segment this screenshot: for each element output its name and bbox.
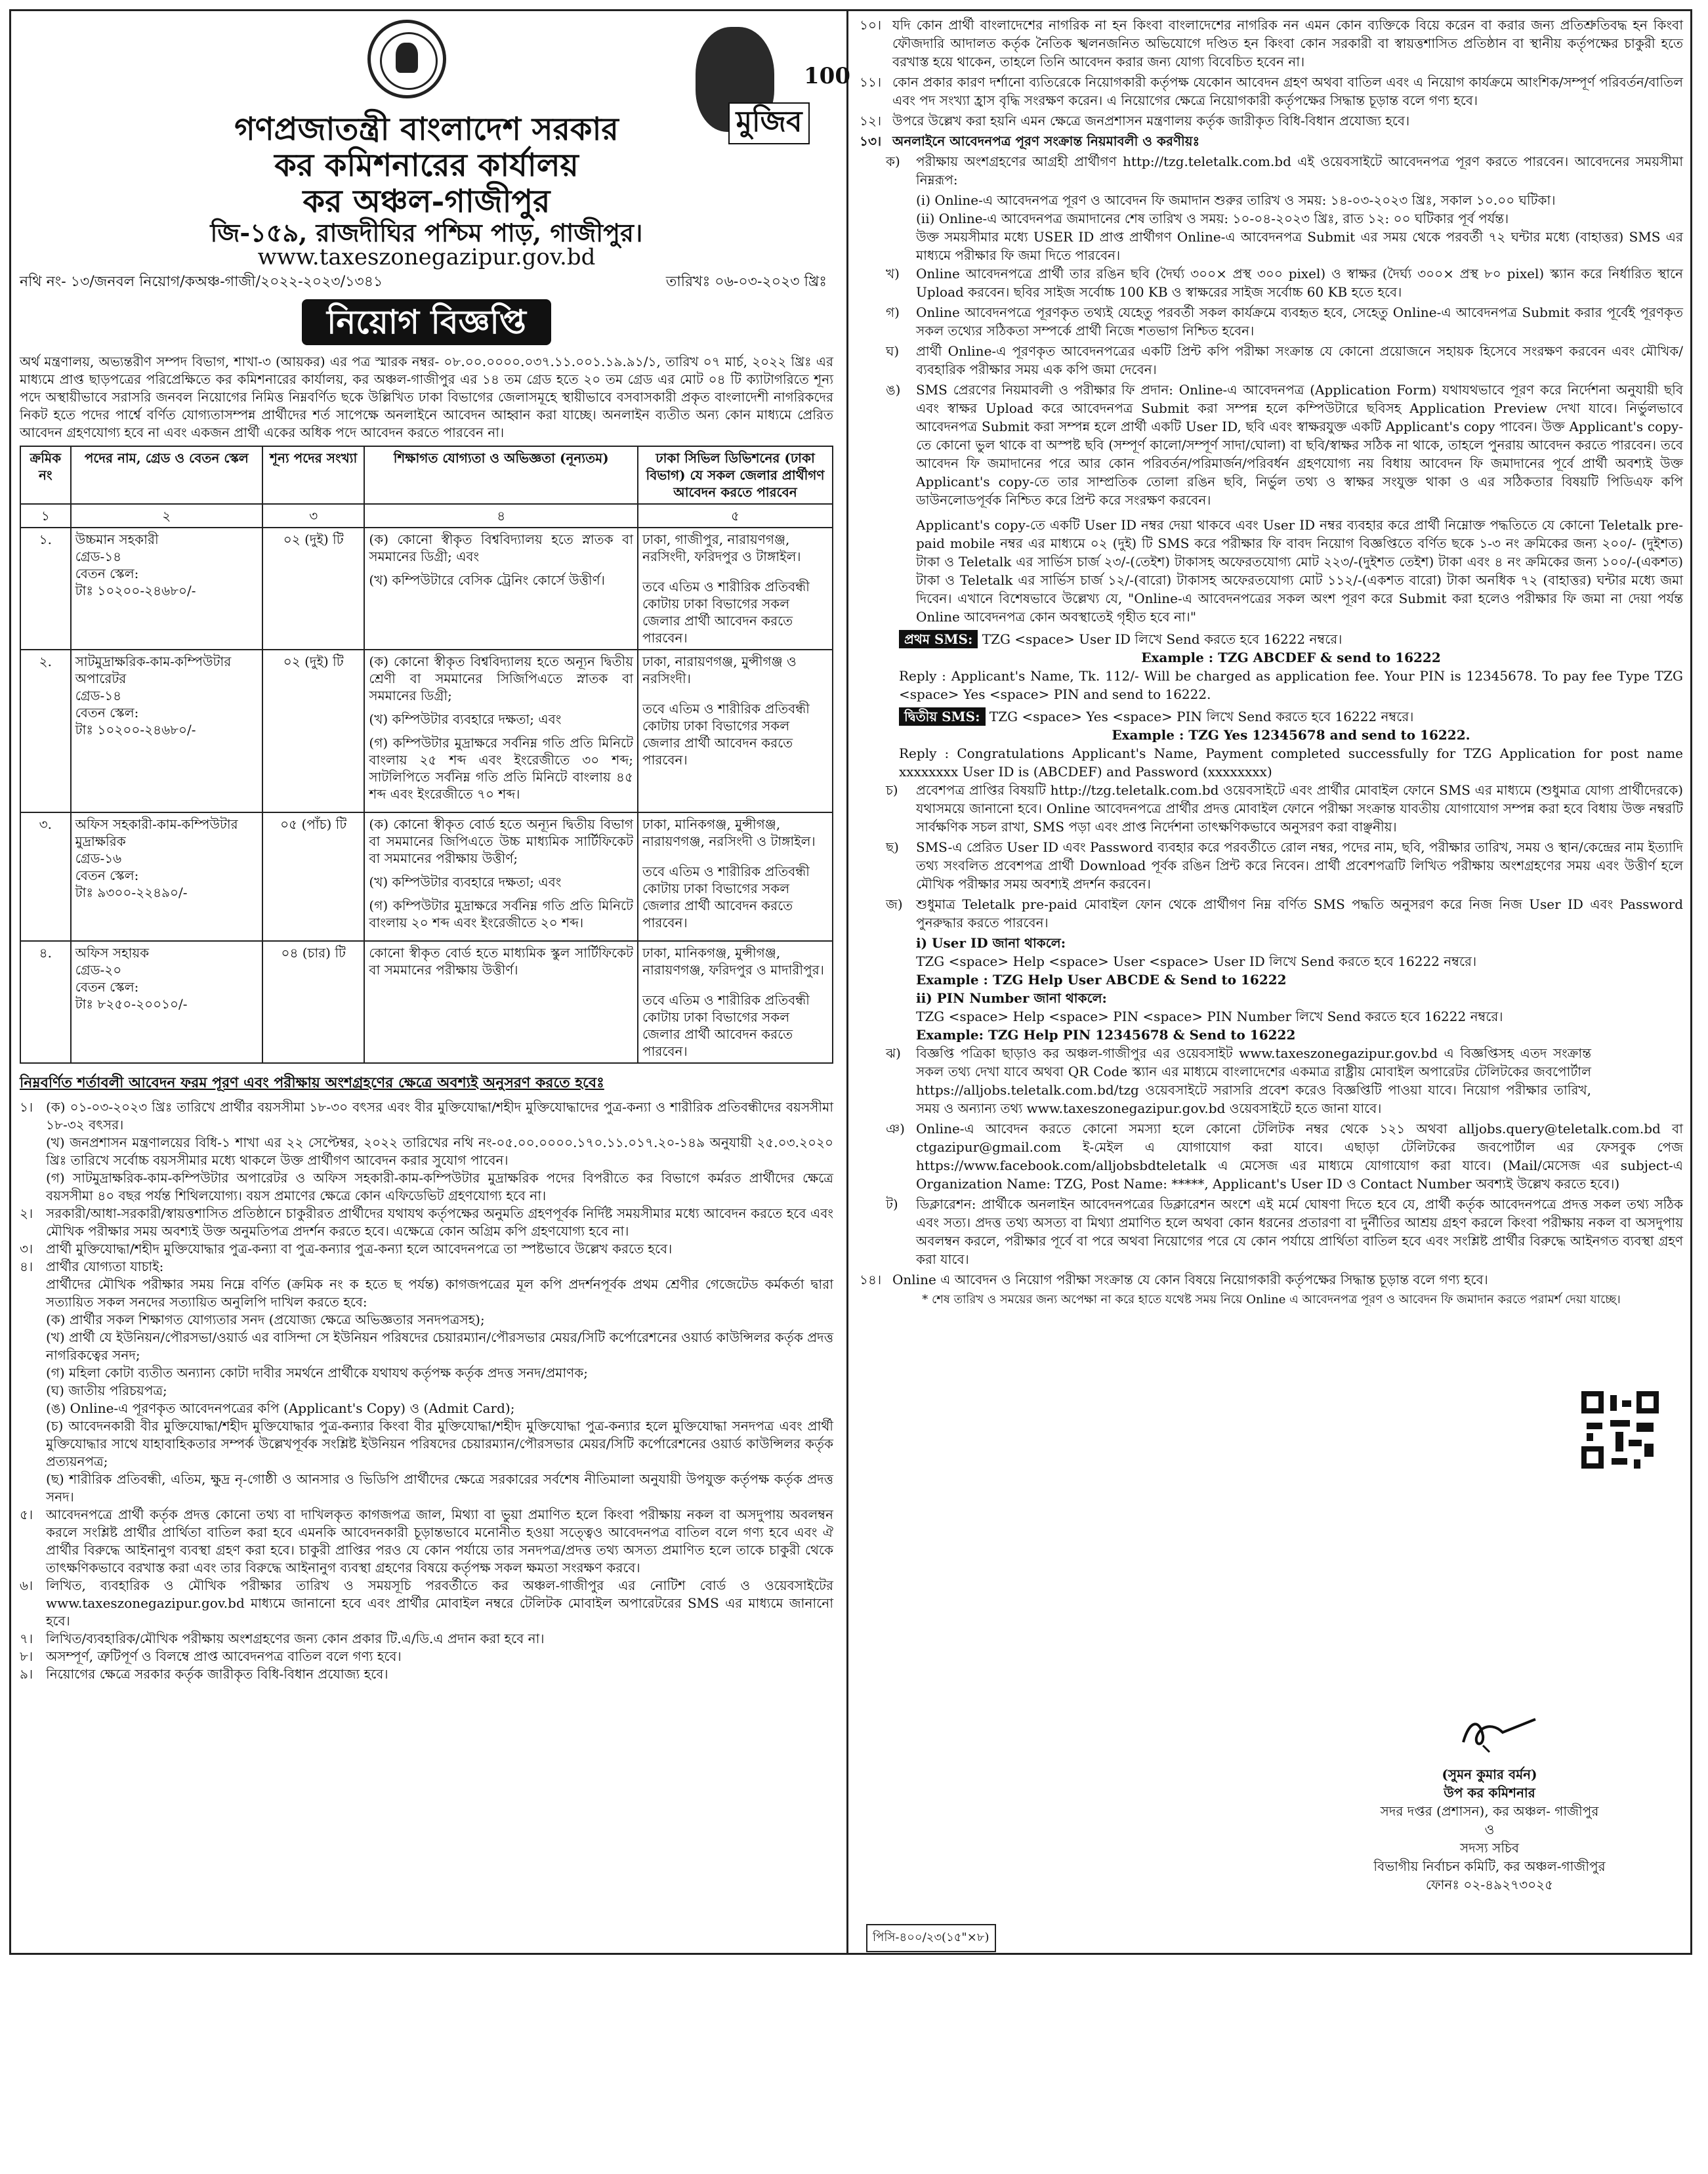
qr-code-icon[interactable] xyxy=(1581,1391,1659,1469)
subclause-key: ঙ) xyxy=(886,382,901,398)
condition-text: (খ) প্রার্থী যে ইউনিয়ন/পৌরসভা/ওয়ার্ড এর বাসিন্দা সে ইউনিয়ন পরিষদের চেয়ারম্যান/পৌরসভার মেয়র/সিটি কর্পোরেশনের ওয়ার্ড কাউন্সিলর কর্তৃক প্রদত্ত নাগরিকত্বের সনদ; xyxy=(46,1329,833,1363)
condition-number: ৭। xyxy=(20,1631,33,1646)
schedule-end: (ii) Online-এ আবেদনপত্র জমাদানের শেষ তারিখ ও সময়: ১০-০৪-২০২৩ খ্রিঃ, রাত ১২: ০০ ঘটিকার পূর্ব পর্যন্ত। xyxy=(916,211,1509,226)
header-qualification: শিক্ষাগত যোগ্যতা ও অভিজ্ঞতা (নূন্যতম) xyxy=(364,446,638,504)
cell-district xyxy=(638,650,833,812)
condition-text: অসম্পূর্ণ, ত্রুটিপূর্ণ ও বিলম্বে প্রাপ্ত আবেদনপত্র বাতিল বলে গণ্য হবে। xyxy=(46,1648,402,1664)
clause-14 xyxy=(860,1270,1683,1289)
subclause-key: ছ) xyxy=(886,839,899,855)
office-website[interactable]: www.taxeszonegazipur.gov.bd xyxy=(257,244,596,270)
cell-vacancy: ০৫ (পাঁচ) টি xyxy=(262,812,364,941)
subclause-text: SMS-এ প্রেরিত User ID এবং Password ব্যবহার করে পরবর্তীতে রোল নম্বর, পদের নাম, ছবি, পরীক্ষার তারিখ, সময় ও স্থান/কেন্দ্রের নাম ইত্যাদি তথ্য সংবলিত প্রবেশপত্র প্রার্থী Download পূর্বক রঙিন প্রিন্ট করে নিবেন। প্রার্থী প্রবেশপত্রটি লিখিত পরীক্ষায় অংশগ্রহণের সময় এবং উত্তীর্ণ হলে মৌখিক পরীক্ষার সময় অবশ্যই প্রদর্শন করবেন। xyxy=(916,839,1683,892)
condition-text: (খ) জনপ্রশাসন মন্ত্রণালয়ের বিধি-১ শাখা এর ২২ সেপ্টেম্বর, ২০২২ তারিখের নথি নং-০৫.০০.০০০০.১৭০.১১.০১৭.২০-১৪৯ অনুযায়ী ২৫.০৩.২০২০ খ্রিঃ তারিখে সর্বোচ্চ বয়সসীমার মধ্যে থাকলে উক্ত প্রার্থীগণ আবেদন করার সুযোগ পাবেন। xyxy=(46,1135,833,1168)
cell-qualification xyxy=(364,650,638,812)
condition-text: (চ) আবেদনকারী বীর মুক্তিযোদ্ধা/শহীদ মুক্তিযোদ্ধার পুত্র-কন্যার কিংবা বীর মুক্তিযোদ্ধা/শহীদ মুক্তিযোদ্ধা পুত্র-কন্যার হলে মুক্তিযোদ্ধা সনদপত্র এবং প্রার্থী মুক্তিযোদ্ধার সাথে যাহাবাহিকতার সম্পর্ক উল্লেখপূর্বক সংশ্লিষ্ট ইউনিয়ন পরিষদের চেয়ারম্যান/পৌরসভার মেয়র/সিটি কর্পোরেশনের ওয়ার্ড কাউন্সিলর কর্তৃক প্রত্যয়নপত্র; xyxy=(46,1418,833,1469)
qualification-item: (খ) কম্পিউটারে বেসিক ট্রেনিং কোর্সে উত্তীর্ণ। xyxy=(369,572,605,588)
colnum: ১ xyxy=(20,504,71,528)
sms-format: TZG <space> Yes <space> PIN লিখে Send করতে হবে 16222 নম্বরে। xyxy=(989,709,1414,724)
subclause-kha xyxy=(860,264,1683,301)
clause-12 xyxy=(860,112,1683,130)
intro-paragraph: অর্থ মন্ত্রণালয়, অভ্যন্তরীণ সম্পদ বিভাগ, শাখা-৩ (আয়কর) এর পত্র স্মারক নম্বর- ০৮.০০.০০০০.০৩৭.১১.০০১.১৯.৯১/১, তারিখ ০৭ মার্চ, ২০২২ খ্রিঃ এর মাধ্যমে প্রাপ্ত ছাড়পত্রের পরিপ্রেক্ষিতে কর কমিশনারের কার্যালয়, কর অঞ্চল-গাজীপুর এর ১৪ তম গ্রেড হতে ২০ তম গ্রেড এর মোট ০৪ টি ক্যাটাগরিতে শূন্য পদে অস্থায়ীভাবে সরাসরি জনবল নিয়োগের নিমিত্ত নিম্নবর্ণিত ছকে উল্লিখিত ঢাকা বিভাগের জেলাসমূহে স্থায়ীভাবে বসবাসকারী প্রকৃত বাংলাদেশী নাগরিকদের নিকট হতে পদের পার্শ্বে বর্ণিত যোগ্যতাসম্পন্ন প্রার্থীদের শর্ত সাপেক্ষে অনলাইনে আবেদন আহ্বান করা যাচ্ছে। অনলাইন ব্যতীত অন্য কোন মাধ্যমে প্রেরিত আবেদন গ্রহণযোগ্য হবে না এবং একজন প্রার্থী একের অধিক পদে আবেদন করতে পারবেন না। xyxy=(20,354,833,440)
clause-11 xyxy=(860,73,1683,110)
office-address: জি-১৫৯, রাজদীঘির পশ্চিম পাড়, গাজীপুর। xyxy=(210,218,643,247)
cell-sl: ৪. xyxy=(20,941,71,1063)
qualification-item: (খ) কম্পিউটার ব্যবহারে দক্ষতা; এবং xyxy=(369,711,562,727)
clause-text: কোন প্রকার কারণ দর্শানো ব্যতিরেকে নিয়োগকারী কর্তৃপক্ষ যেকোন আবেদন গ্রহণ অথবা বাতিল এবং এ নিয়োগ কার্যক্রমে আংশিক/সম্পূর্ণ পরিবর্তন/বাতিল এবং পদ সংখ্যা হ্রাস বৃদ্ধি সংরক্ষণ করেন। এ নিয়োগের ক্ষেত্রে নিয়োগকারী কর্তৃপক্ষের সিদ্ধান্ত চূড়ান্ত বলে গণ্য হবে। xyxy=(892,74,1683,108)
recovery-userid-example: Example : TZG Help User ABCDE & Send to 16222 xyxy=(916,972,1287,988)
condition-item xyxy=(20,1169,833,1205)
posts-table xyxy=(20,446,833,1064)
qualification-item: (খ) কম্পিউটার ব্যবহারে দক্ষতা; এবং xyxy=(369,874,562,890)
colnum: ৪ xyxy=(364,504,638,528)
condition-text: নিয়োগের ক্ষেত্রে সরকার কর্তৃক জারীকৃত বিধি-বিধান প্রযোজ্য হবে। xyxy=(46,1666,388,1682)
condition-item xyxy=(20,1240,833,1258)
sms-example: Example : TZG ABCDEF & send to 16222 xyxy=(1141,650,1441,665)
clause-number: ১২। xyxy=(860,113,882,129)
cell-sl: ৩. xyxy=(20,812,71,941)
conditions-list xyxy=(20,1098,833,1683)
subclause-text: Online-এ আবেদন করতে কোনো সমস্যা হলে কোনো টেলিটক নম্বর থেকে ১২১ অথবা alljobs.query@teletalk.com.bd বা ctgazipur@gmail.com ই-মেইল এ যোগাযোগ করা যাবে। এছাড়া টেলিটকের জবপোর্টাল এর ফেসবুক পেজ https://www.facebook.com/alljobsbdteletalk এ মেসেজ এর মাধ্যমে যোগাযোগ করা যাবে। (Mail/মেসেজ এর subject-এ Organization Name: TZG, Post Name: *****, Applicant's User ID ও Contact Number অবশ্যই উল্লেখ করতে হবে।) xyxy=(916,1121,1683,1192)
district-list: ঢাকা, নারায়ণগঞ্জ, মুন্সীগঞ্জ ও নরসিংদী। xyxy=(642,654,797,686)
condition-text: (ক) ০১-০৩-২০২৩ খ্রিঃ তারিখে প্রার্থীর বয়সসীমা ১৮-৩০ বৎসর এবং বীর মুক্তিযোদ্ধা/শহীদ মুক্তিযোদ্ধাদের পুত্র-কন্যা ও শারীরিক প্রতিবন্ধীদের বয়সসীমা ১৮-৩২ বৎসর। xyxy=(46,1099,833,1133)
sms-example: Example : TZG Yes 12345678 and send to 16222. xyxy=(1112,727,1470,743)
subclause-chha xyxy=(860,838,1683,893)
clause-10 xyxy=(860,16,1683,71)
letterhead xyxy=(20,17,850,270)
condition-number: ১। xyxy=(20,1099,33,1115)
clause-number: ১১। xyxy=(860,74,882,90)
subclause-text: পরীক্ষায় অংশগ্রহণের আগ্রহী প্রার্থীগণ http://tzg.teletalk.com.bd এই ওয়েবসাইটে আবেদনপত্র পূরণ করতে পারবেন। আবেদনের সময়সীমা নিম্নরূপ: xyxy=(916,154,1683,188)
district-list: ঢাকা, মানিকগঞ্জ, মুন্সীগঞ্জ, নারায়ণগঞ্জ, ফরিদপুর ও মাদারীপুর। xyxy=(642,945,824,978)
qualification-item: (ক) কোনো স্বীকৃত বিশ্ববিদ্যালয় হতে স্নাতক বা সমমানের ডিগ্রী; এবং xyxy=(369,532,633,564)
subclause-ta xyxy=(860,1195,1683,1268)
condition-number xyxy=(20,1169,46,1205)
condition-item xyxy=(20,1506,833,1577)
clause-number: ১৩। xyxy=(860,133,882,149)
condition-text: লিখিত, ব্যবহারিক ও মৌখিক পরীক্ষার তারিখ ও সময়সূচি পরবর্তীতে কর অঞ্চল-গাজীপুর এর নোটিশ বোর্ড ও ওয়েবসাইটের www.taxeszonegazipur.gov.bd মাধ্যমে জানানো হবে এবং প্রার্থীর মোবাইল নম্বরে টেলিটক মোবাইল অপারেটরের SMS এর মাধ্যমে জানানো হবে। xyxy=(46,1578,833,1629)
qualification-item: (গ) কম্পিউটার মুদ্রাক্ষরে সর্বনিম্ন গতি প্রতি মিনিটে বাংলায় ২০ শব্দ এবং ইংরেজীতে ২০ শব্দ। xyxy=(369,898,633,930)
signature-block xyxy=(1306,1765,1673,1894)
condition-item xyxy=(20,1400,833,1417)
header-sl: ক্রমিক নং xyxy=(20,446,71,504)
cell-qualification xyxy=(364,941,638,1063)
condition-number xyxy=(20,1311,46,1329)
cell-district xyxy=(638,812,833,941)
subclause-text: প্রার্থী Online-এ পূরণকৃত আবেদনপত্রের একটি প্রিন্ট কপি পরীক্ষা সংক্রান্ত যে কোনো প্রয়োজনে সহায়ক হিসেবে সংরক্ষণ করবেন এবং মৌখিক/ব্যবহারিক পরীক্ষার সময় এক কপি জমা দেবেন। xyxy=(916,343,1683,377)
condition-item xyxy=(20,1329,833,1364)
column-divider xyxy=(846,9,848,1955)
condition-item xyxy=(20,1098,833,1134)
district-list: ঢাকা, গাজীপুর, নারায়ণগঞ্জ, নরসিংদী, ফরিদপুর ও টাঙ্গাইল। xyxy=(642,532,801,564)
clause-13 xyxy=(860,132,1683,150)
subclause-uma xyxy=(860,381,1683,509)
condition-text: (ঘ) জাতীয় পরিচয়পত্র; xyxy=(46,1383,167,1398)
colnum: ৩ xyxy=(262,504,364,528)
subclause-cha xyxy=(860,781,1683,836)
condition-text: (ক) প্রার্থীর সকল শিক্ষাগত যোগ্যতার সনদ (প্রযোজ্য ক্ষেত্রে অভিজ্ঞতার সনদপত্রসহ); xyxy=(46,1312,485,1327)
clause-number: ১৪। xyxy=(860,1272,882,1287)
condition-number: ২। xyxy=(20,1205,33,1221)
qualification-item: (ক) কোনো স্বীকৃত বিশ্ববিদ্যালয় হতে অন্যূন দ্বিতীয় শ্রেণী বা সমমানের সিজিপিএতে স্নাতক বা সমমানের ডিগ্রী; xyxy=(369,654,633,703)
notice-title: নিয়োগ বিজ্ঞপ্তি xyxy=(302,299,551,345)
government-emblem-icon xyxy=(367,20,446,98)
condition-text: (গ) মহিলা কোটা ব্যতীত অন্যান্য কোটা দাবীর সমর্থনে প্রার্থীকে যথাযথ কর্তৃপক্ষ কর্তৃক প্রদত্ত সনদ/প্রমাণক; xyxy=(46,1365,589,1381)
district-quota-note: তবে এতিম ও শারীরিক প্রতিবন্ধী কোটায় ঢাকা বিভাগের সকল জেলার প্রার্থী আবেদন করতে পারবেন। xyxy=(642,864,810,930)
condition-item xyxy=(20,1648,833,1665)
memo-date: তারিখঃ ০৬-০৩-২০২৩ খ্রিঃ xyxy=(665,274,827,290)
memo-number: নথি নং- ১৩/জনবল নিয়োগ/কঅঞ্চ-গাজী/২০২২-২০২৩/১৩৪১ xyxy=(20,274,383,290)
subclause-key: চ) xyxy=(886,782,898,798)
sms-reply: Reply : Congratulations Applicant's Name, Payment completed successfully for TZG Application for post name xxxxxxxx User ID is (ABCDEF) and Password (xxxxxxxx) xyxy=(899,745,1683,780)
subclause-key: ঝ) xyxy=(886,1045,901,1061)
signatory-name: (সুমন কুমার বর্মন) xyxy=(1442,1766,1537,1782)
condition-text: প্রার্থীর যোগ্যতা যাচাই: xyxy=(46,1259,164,1274)
cell-post: অফিস সহায়ক গ্রেড-২০ বেতন স্কেল: টাঃ ৮২৫০-২০০১০/- xyxy=(71,941,262,1063)
clause-number: ১০। xyxy=(860,17,882,33)
table-row xyxy=(20,812,833,941)
schedule-note: উক্ত সময়সীমার মধ্যে USER ID প্রাপ্ত প্রার্থীগণ Online-এ আবেদনপত্র Submit এর সময় থেকে পরবর্তী ৭২ ঘন্টার মধ্যে (বাহাত্তর) SMS এর মাধ্যমে পরীক্ষার ফি জমা দিতে পারবেন। xyxy=(916,229,1683,263)
subclause-text: Online আবেদনপত্রে পূরণকৃত তথ্যই যেহেতু পরবর্তী সকল কার্যক্রমে ব্যবহৃত হবে, সেহেতু Online-এ আবেদনপত্র Submit করার পূর্বেই পূরণকৃত সকল তথ্যের সঠিকতা সম্পর্কে প্রার্থী নিজে শতভাগ নিশ্চিত হবেন। xyxy=(916,304,1683,339)
table-row xyxy=(20,650,833,812)
cell-post: সাটমুদ্রাক্ষরিক-কাম-কম্পিউটার অপারেটর গ্রেড-১৪ বেতন স্কেল: টাঃ ১০২০০-২৪৬৮০/- xyxy=(71,650,262,812)
condition-text: (গ) সাটমুদ্রাক্ষরিক-কাম-কম্পিউটার অপারেটর ও অফিস সহকারী-কাম-কম্পিউটার মুদ্রাক্ষরিক পদের বিপরীতে কর বিভাগে কর্মরত প্রার্থীদের ক্ষেত্রে বয়সসীমা ৪০ বছর পর্যন্ত শিথিলযোগ্য। বয়স প্রমাণের ক্ষেত্রে কোন এফিডেভিট গ্রহণযোগ্য হবে না। xyxy=(46,1170,833,1203)
subclause-ga xyxy=(860,303,1683,340)
condition-number xyxy=(20,1417,46,1471)
condition-item xyxy=(20,1665,833,1683)
subclause-text: SMS প্রেরণের নিয়মাবলী ও পরীক্ষার ফি প্রদান: Online-এ আবেদনপত্র (Application Form) যথাযথভাবে পূরণ করে নির্দেশনা অনুযায়ী ছবি এবং স্বাক্ষর Upload করে আবেদনপত্র Submit করা সম্পন্ন হলে কম্পিউটারে ছবিসহ Application Preview দেখা যাবে। নির্ভুলভাবে আবেদনপত্র Submit করা সম্পন্ন হলে প্রার্থী একটি User ID, ছবি এবং স্বাক্ষরযুক্ত একটি Applicant's copy পাবেন। উক্ত Applicant's copy-তে কোনো ভুল থাকে বা অস্পষ্ট ছবি (সম্পূর্ণ কালো/সম্পূর্ণ সাদা/ঘোলা) বা ছবি/স্বাক্ষর সঠিক না থাকে, তাহলে পুনরায় আবেদন করতে পারবেন। তবে আবেদন ফি জমাদানের পরে আর কোন পরিবর্তন/পরিমার্জন/পরিবর্ধন গ্রহণযোগ্য নয় বিধায় আবেদন ফি জমাদানের পূর্বে প্রার্থী অবশ্যই উক্ত Applicant's copy-তে তার সাম্প্রতিক তোলা রঙিন ছবি, নির্ভুল তথ্য ও স্বাক্ষর সংযুক্ত থাকা ও এর সঠিকতার বিষয়টি পিডিএফ কপি ডাউনলোডপূর্বক নিশ্চিত করে প্রিন্ট করে সংরক্ষণ করবেন। xyxy=(916,382,1683,508)
sms-label: প্রথম SMS: xyxy=(899,630,978,648)
subclause-ja xyxy=(860,895,1683,932)
fee-paragraph: Applicant's copy-তে একটি User ID নম্বর দেয়া থাকবে এবং User ID নম্বর ব্যবহার করে প্রার্থী নিম্নোক্ত পদ্ধতিতে যে কোনো Teletalk pre-paid mobile নম্বর এর মাধ্যমে ০২ (দুই) টি SMS করে পরীক্ষার ফি বাবদ নিয়োগ বিজ্ঞপ্তিতে বর্ণিত ছকে ১-৩ নং ক্রমিকের জন্য ২০০/- (দুইশত) টাকা ও Teletalk এর সার্ভিস চার্জ ২৩/-(তেইশ) টাকাসহ অফেরতযোগ্য মোট ২২৩/-(দুইশত তেইশ) টাকা এবং ৪ নং ক্রমিকের জন্য ১০০/-(একশত) টাকা ও Teletalk এর সার্ভিস চার্জ ১২/-(বারো) টাকাসহ অফেরতযোগ্য মোট ১১২/-(একশত বারো) টাকা অনধিক ৭২ (বাহাত্তর) ঘন্টার মধ্যে জমা দিবেন। এখানে বিশেষভাবে উল্লেখ্য যে, "Online-এ আবেদনপত্রের সকল অংশ পূরণ করে Submit করা হলেও পরীক্ষার ফি জমা না দেয়া পর্যন্ত Online আবেদনপত্র কোন অবস্থাতেই গৃহীত হবে না।" xyxy=(916,517,1683,625)
recovery-pin-format: TZG <space> Help <space> PIN <space> PIN Number লিখে Send করতে হবে 16222 নম্বরে। xyxy=(916,1009,1503,1024)
subclause-key: ঞ) xyxy=(886,1121,905,1137)
cell-district xyxy=(638,941,833,1063)
condition-item xyxy=(20,1134,833,1169)
recovery-userid-title: i) User ID জানা থাকলে: xyxy=(916,935,1066,951)
memo-row xyxy=(20,266,833,297)
district-quota-note: তবে এতিম ও শারীরিক প্রতিবন্ধী কোটায় ঢাকা বিভাগের সকল জেলার প্রার্থী আবেদন করতে পারবেন। xyxy=(642,701,810,768)
conditions-title: নিম্নবর্ণিত শর্তাবলী আবেদন ফরম পূরণ এবং পরীক্ষায় অংশগ্রহণের ক্ষেত্রে অবশ্যই অনুসরণ করতে হবেঃ xyxy=(20,1074,604,1091)
clause-text: Online এ আবেদন ও নিয়োগ পরীক্ষা সংক্রান্ত যে কোন বিষয়ে নিয়োগকারী কর্তৃপক্ষের সিদ্ধান্ত চূড়ান্ত বলে গণ্য হবে। xyxy=(892,1272,1488,1287)
office-name: কর কমিশনারের কার্যালয় xyxy=(274,147,579,184)
condition-item xyxy=(20,1471,833,1506)
qualification-item: কোনো স্বীকৃত বোর্ড হতে মাধ্যমিক স্কুল সার্টিফিকেট বা সমমানের পরীক্ষায় উত্তীর্ণ। xyxy=(369,945,633,978)
subclause-text: ডিক্লারেশন: প্রার্থীকে অনলাইন আবেদনপত্রের ডিক্লারেশন অংশে এই মর্মে ঘোষণা দিতে হবে যে, প্রার্থী কর্তৃক আবেদনপত্রে প্রদত্ত সকল তথ্য সঠিক এবং সত্য। প্রদত্ত তথ্য অসত্য বা মিথ্যা প্রমাণিত হলে অথবা কোন ধরনের প্রতারণা বা দুর্নীতির আশ্রয় গ্রহণ করলে কিংবা পরীক্ষায় নকল বা অসদুপায় অবলম্বন করলে, পরীক্ষার পূর্বে বা পরে অথবা নিয়োগের পরে যে কোন পর্যায়ে প্রার্থিতা বাতিল হবে এবং সংশ্লিষ্ট প্রার্থীর বিরুদ্ধে আইনগত ব্যবস্থা গ্রহণ করা যাবে। xyxy=(916,1196,1683,1267)
subclause-gha xyxy=(860,342,1683,379)
condition-number: ৫। xyxy=(20,1507,33,1522)
subclause-text: শুধুমাত্র Teletalk pre-paid মোবাইল ফোন থেকে প্রার্থীগণ নিম্ন বর্ণিত SMS পদ্ধতি অনুসরণ করে নিজ নিজ User ID এবং Password পুনরুদ্ধার করতে পারবেন। xyxy=(916,896,1683,930)
table-row xyxy=(20,941,833,1063)
header-vacancy: শূন্য পদের সংখ্যা xyxy=(262,446,364,504)
sms-format: TZG <space> User ID লিখে Send করতে হবে 16222 নম্বরে। xyxy=(982,631,1343,647)
recovery-pin-example: Example: TZG Help PIN 12345678 & Send to 16222 xyxy=(916,1027,1296,1043)
qualification-item: (গ) কম্পিউটার মুদ্রাক্ষরে সর্বনিম্ন গতি প্রতি মিনিটে বাংলায় ২৫ শব্দ এবং ইংরেজীতে ৩০ শব্দ; সাটলিপিতে সর্বনিম্ন গতি প্রতি মিনিটে বাংলায় ৪৫ শব্দ এবং ইংরেজীতে ৭০ শব্দ। xyxy=(369,735,633,802)
logo-year: 100 xyxy=(804,63,850,89)
sms-first xyxy=(860,630,1683,703)
condition-item xyxy=(20,1205,833,1240)
logo-text: মুজিব xyxy=(728,102,810,144)
condition-number: ৩। xyxy=(20,1241,33,1257)
table-row xyxy=(20,528,833,650)
condition-item xyxy=(20,1311,833,1329)
subclause-key: খ) xyxy=(886,266,900,282)
cell-vacancy: ০২ (দুই) টি xyxy=(262,650,364,812)
subclause-ka xyxy=(860,152,1683,189)
condition-number xyxy=(20,1471,46,1506)
condition-text: সরকারী/আধা-সরকারী/স্বায়ত্তশাসিত প্রতিষ্ঠানে চাকুরীরত প্রার্থীদের যথাযথ কর্তৃপক্ষের অনুমতি গ্রহণপূর্বক নির্দিষ্ট সময়সীমার মধ্যে আবেদন করতে হবে এবং মৌখিক পরীক্ষার সময় অবশ্যই উক্ত অনুমতিপত্র প্রদর্শন করতে হবে। এক্ষেত্রে কোন অগ্রিম কপি গ্রহণযোগ্য হবে না। xyxy=(46,1205,833,1239)
condition-number xyxy=(20,1329,46,1364)
district-quota-note: তবে এতিম ও শারীরিক প্রতিবন্ধী কোটায় ঢাকা বিভাগের সকল জেলার প্রার্থী আবেদন করতে পারবেন। xyxy=(642,992,810,1059)
condition-item xyxy=(20,1276,833,1311)
subclause-jha xyxy=(860,1044,1683,1118)
cell-post: অফিস সহকারী-কাম-কম্পিউটার মুদ্রাক্ষরিক গ্রেড-১৬ বেতন স্কেল: টাঃ ৯৩০০-২২৪৯০/- xyxy=(71,812,262,941)
condition-text: প্রার্থীদের মৌখিক পরীক্ষার সময় নিম্নে বর্ণিত (ক্রমিক নং ক হতে ছ পর্যন্ত) কাগজপত্রের মূল কপি প্রদর্শনপূর্বক প্রথম শ্রেণীর গেজেটেড কর্মকর্তা দ্বারা সত্যায়িত সকল সনদের সত্যায়িত অনুলিপি দাখিল করতে হবে: xyxy=(46,1276,833,1310)
schedule-start: (i) Online-এ আবেদনপত্র পূরণ ও আবেদন ফি জমাদান শুরুর তারিখ ও সময়: ১৪-০৩-২০২৩ খ্রিঃ, সকাল ১০.০০ ঘটিকা। xyxy=(916,192,1556,208)
clause-heading: অনলাইনে আবেদনপত্র পূরণ সংক্রান্ত নিয়মাবলী ও করণীয়ঃ xyxy=(892,133,1200,149)
condition-item xyxy=(20,1417,833,1471)
district-list: ঢাকা, মানিকগঞ্জ, মুন্সীগঞ্জ, নারায়ণগঞ্জ, নরসিংদী ও টাঙ্গাইল। xyxy=(642,816,816,849)
subclause-key: জ) xyxy=(886,896,903,912)
condition-item xyxy=(20,1258,833,1276)
cell-vacancy: ০২ (দুই) টি xyxy=(262,528,364,650)
subclause-text: Online আবেদনপত্রে প্রার্থী তার রঙিন ছবি (দৈর্ঘ্য ৩০০× প্রস্থ ৩০০ pixel) ও স্বাক্ষর (দৈর্ঘ্য ৩০০× প্রস্থ ৮০ pixel) স্ক্যান করে নির্ধারিত স্থানে Upload করবেন। ছবির সাইজ সর্বোচ্চ 100 KB ও স্বাক্ষরের সাইজ সর্বোচ্চ 60 KB হতে হবে। xyxy=(916,266,1683,300)
condition-number: ৯। xyxy=(20,1666,33,1682)
signatory-phone: ফোনঃ ০২-৪৯২৭৩০২৫ xyxy=(1425,1877,1554,1892)
cell-qualification xyxy=(364,812,638,941)
subclause-text: বিজ্ঞপ্তি পত্রিকা ছাড়াও কর অঞ্চল-গাজীপুর এর ওয়েবসাইট www.taxeszonegazipur.gov.bd এ বিজ্ঞপ্তিসহ এতদ সংক্রান্ত সকল তথ্য দেখা যাবে অথবা QR Code স্ক্যান এর মাধ্যমে বাংলাদেশের একমাত্র রাষ্ট্রীয় মোবাইল অপারেটর টেলিটকের জবপোর্টাল https://alljobs.teletalk.com.bd/tzg ওয়েবসাইটে সরাসরি প্রবেশ করেও বিজ্ঞপ্তিটি পাওয়া যাবে। নিয়োগ পরীক্ষার তারিখ, সময় ও অন্যান্য তথ্য www.taxeszonegazipur.gov.bd ওয়েবসাইটে হতে জানা যাবে। xyxy=(916,1045,1591,1116)
condition-text: লিখিত/ব্যবহারিক/মৌখিক পরীক্ষায় অংশগ্রহণের জন্য কোন প্রকার টি.এ/ডি.এ প্রদান করা হবে না। xyxy=(46,1631,545,1646)
clause-text: উপরে উল্লেখ করা হয়নি এমন ক্ষেত্রে জনপ্রশাসন মন্ত্রণালয় কর্তৃক জারীকৃত বিধি-বিধান প্রযোজ্য হবে। xyxy=(892,113,1410,129)
cell-post: উচ্চমান সহকারী গ্রেড-১৪ বেতন স্কেল: টাঃ ১০২০০-২৪৬৮০/- xyxy=(71,528,262,650)
left-column xyxy=(20,17,850,1683)
signatory-committee: বিভাগীয় নির্বাচন কমিটি, কর অঞ্চল-গাজীপুর xyxy=(1373,1858,1606,1874)
recovery-pin-title: ii) PIN Number জানা থাকলে: xyxy=(916,990,1107,1006)
footnote: * শেষ তারিখ ও সময়ের জন্য অপেক্ষা না করে হাতে যথেষ্ট সময় নিয়ে Online এ আবেদনপত্র পূরণ ও আবেদন ফি জমাদান করতে পরামর্শ দেয়া যাচ্ছে। xyxy=(922,1293,1621,1306)
subclause-nya xyxy=(860,1119,1683,1193)
condition-number xyxy=(20,1276,46,1311)
subclause-key: ক) xyxy=(886,154,900,169)
subclause-key: ঘ) xyxy=(886,343,900,359)
subclause-key: গ) xyxy=(886,304,900,320)
sms-label: দ্বিতীয় SMS: xyxy=(899,707,986,726)
condition-number xyxy=(20,1382,46,1400)
condition-text: (ঙ) Online-এ পূরণকৃত আবেদনপত্রের কপি (Applicant's Copy) ও (Admit Card); xyxy=(46,1400,515,1416)
recovery-userid-format: TZG <space> Help <space> User <space> User ID লিখে Send করতে হবে 16222 নম্বরে। xyxy=(916,953,1477,969)
condition-text: আবেদনপত্রে প্রার্থী কর্তৃক প্রদত্ত কোনো তথ্য বা দাখিলকৃত কাগজপত্র জাল, মিথ্যা বা ভুয়া প্রমাণিত হলে কিংবা পরীক্ষায় নকল বা অসদুপায় অবলম্বন করলে সংশ্লিষ্ট প্রার্থীর প্রার্থিতা বাতিল করা হবে এমনকি আবেদনকারী চূড়ান্তভাবে মনোনীত হওয়া সত্ত্বেও আবেদনপত্র বাতিল বলে গণ্য হবে এবং ঐ প্রার্থীর বিরুদ্ধে আইনানুগ ব্যবস্থা গ্রহণ করা হবে। চাকুরী প্রাপ্তির পরও যে কোন পর্যায়ে তার সনদপত্র/প্রদত্ত তথ্য অসত্য প্রমাণিত হলে তাকে চাকুরী থেকে তাৎক্ষণিকভাবে বরখাস্ত করা এবং তার বিরুদ্ধে আইনানুগ ব্যবস্থা গ্রহণের বিষয়ে কর্তৃপক্ষ সকল ক্ষমতা সংরক্ষণ করবে। xyxy=(46,1507,833,1576)
colnum: ২ xyxy=(71,504,262,528)
condition-number: ৬। xyxy=(20,1578,33,1593)
condition-number: ৮। xyxy=(20,1648,33,1664)
pc-code: পিসি-৪০০/২৩(১৫"×৮) xyxy=(866,1924,996,1952)
zone-name: কর অঞ্চল-গাজীপুর xyxy=(302,183,551,220)
subclause-text: প্রবেশপত্র প্রাপ্তির বিষয়টি http://tzg.teletalk.com.bd ওয়েবসাইটে এবং প্রার্থীর মোবাইল ফোনে SMS এর মাধ্যমে (শুধুমাত্র যোগ্য প্রার্থীদেরকে) যথাসময়ে জানানো হবে। Online আবেদনপত্রে প্রার্থীর প্রদত্ত মোবাইল ফোনে পরীক্ষা সংক্রান্ত যাবতীয় যোগাযোগ সম্পন্ন করা হবে বিধায় উক্ত নম্বরটি সার্বক্ষণিক সচল রাখা, SMS পড়া এবং প্রাপ্ত নির্দেশনা তাৎক্ষণিকভাবে অনুসরণ করা বাঞ্ছনীয়। xyxy=(916,782,1683,835)
condition-item xyxy=(20,1577,833,1630)
cell-sl: ১. xyxy=(20,528,71,650)
cell-vacancy: ০৪ (চার) টি xyxy=(262,941,364,1063)
cell-district xyxy=(638,528,833,650)
sms-reply: Reply : Applicant's Name, Tk. 112/- Will be charged as application fee. Your PIN is 12345678. To pay fee Type TZG <space> Yes <space> PIN and send to 16222. xyxy=(899,668,1683,702)
condition-text: (ছ) শারীরিক প্রতিবন্ধী, এতিম, ক্ষুদ্র নৃ-গোষ্ঠী ও আনসার ও ভিডিপি প্রার্থীদের ক্ষেত্রে সরকারের সর্বশেষ নীতিমালা অনুযায়ী উপযুক্ত কর্তৃপক্ষ কর্তৃক প্রদত্ত সনদ। xyxy=(46,1471,833,1505)
qualification-item: (ক) কোনো স্বীকৃত বোর্ড হতে অন্যূন দ্বিতীয় বিভাগ বা সমমানের জিপিএতে উচ্চ মাধ্যমিক সার্টিফিকেট বা সমমানের পরীক্ষায় উত্তীর্ণ; xyxy=(369,816,633,866)
signatory-office: সদর দপ্তর (প্রশাসন), কর অঞ্চল- গাজীপুর xyxy=(1380,1803,1599,1819)
government-name: গণপ্রজাতন্ত্রী বাংলাদেশ সরকার xyxy=(234,111,619,148)
signatory-title: উপ কর কমিশনার xyxy=(1444,1785,1535,1801)
condition-number: ৪। xyxy=(20,1259,33,1274)
subclause-key: ট) xyxy=(886,1196,898,1212)
signatory-role: সদস্য সচিব xyxy=(1460,1840,1519,1856)
condition-number xyxy=(20,1364,46,1382)
condition-item xyxy=(20,1382,833,1400)
condition-number xyxy=(20,1400,46,1417)
right-column xyxy=(860,16,1683,1309)
clause-text: যদি কোন প্রার্থী বাংলাদেশের নাগরিক না হন কিংবা বাংলাদেশের নাগরিক নন এমন কোন ব্যক্তিকে বিয়ে করেন বা করার জন্য প্রতিশ্রুতিবদ্ধ হন কিংবা ফৌজদারি আদালত কর্তৃক নৈতিক স্খলনজনিত অভিযোগে দণ্ডিত হন কিংবা কোন সরকারী বা স্বায়ত্তশাসিত প্রতিষ্ঠান বা স্থানীয় কর্তৃপক্ষের চাকুরী হতে বরখাস্ত হয়ে থাকেন, তাহলে তিনি আবেদন করার জন্য যোগ্য বিবেচিত হবেন না। xyxy=(892,17,1683,70)
cell-qualification xyxy=(364,528,638,650)
district-quota-note: তবে এতিম ও শারীরিক প্রতিবন্ধী কোটায় ঢাকা বিভাগের সকল জেলার প্রার্থী আবেদন করতে পারবেন। xyxy=(642,579,810,646)
signatory-and: ও xyxy=(1484,1822,1495,1837)
header-post: পদের নাম, গ্রেড ও বেতন স্কেল xyxy=(71,446,262,504)
cell-sl: ২. xyxy=(20,650,71,812)
header-district: ঢাকা সিভিল ডিভিশনের (ঢাকা বিভাগ) যে সকল জেলার প্রার্থীগণ আবেদন করতে পারবেন xyxy=(638,446,833,504)
condition-number xyxy=(20,1134,46,1169)
sms-second xyxy=(860,707,1683,781)
signature-icon xyxy=(1444,1706,1549,1759)
condition-item xyxy=(20,1364,833,1382)
condition-text: প্রার্থী মুক্তিযোদ্ধা/শহীদ মুক্তিযোদ্ধার পুত্র-কন্যা বা পুত্র-কন্যার পুত্র-কন্যা হলে আবেদনপত্রে তা স্পষ্টভাবে উল্লেখ করতে হবে। xyxy=(46,1241,673,1257)
colnum: ৫ xyxy=(638,504,833,528)
condition-item xyxy=(20,1630,833,1648)
